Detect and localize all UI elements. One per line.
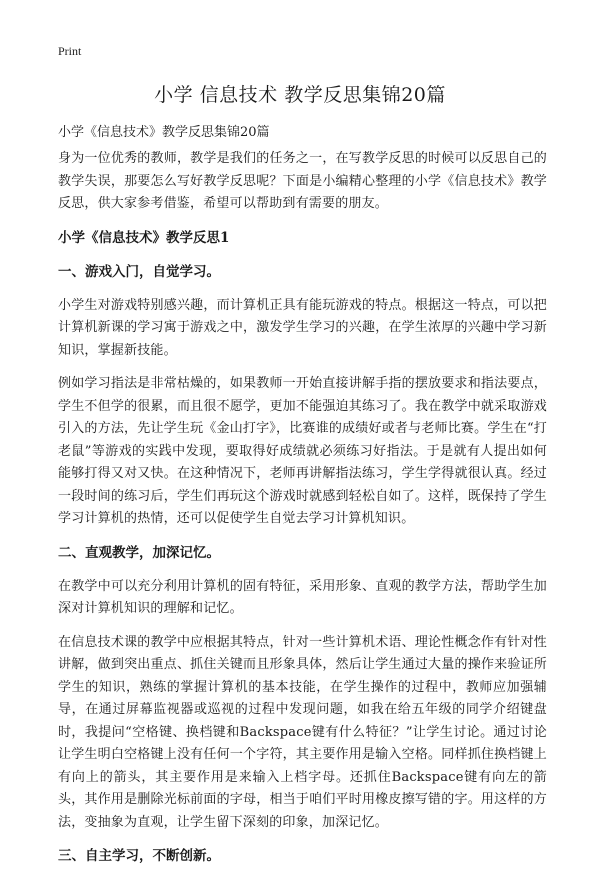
article-heading: 小学《信息技术》教学反思1: [58, 229, 230, 246]
intro-paragraph: 身为一位优秀的教师，教学是我们的任务之一，在写教学反思的时候可以反思自己的教学失误，那要怎么写好教学反思呢？下面是小编精心整理的小学《信息技术》教学反思，供大家参考借鉴，希望可以帮助到有需要的朋友。: [58, 151, 547, 211]
document-body: [58, 148, 547, 879]
section-heading-2: 二、直观教学，加深记忆。: [58, 544, 220, 561]
section-1-paragraph-2: 例如学习指法是非常枯燥的，如果教师一开始直接讲解手指的摆放要求和指法要点，学生不但学的很累，而且很不愿学，更加不能强迫其练习了。我在教学中就采取游戏引入的方法，先让学生玩《金山打字》，比赛谁的成绩好或者与老师比赛。学生在“打老鼠”等游戏的实践中发现，要取得好成绩就必须练习好指法。于是就有人提出如何能够打得又对又快。在这种情况下，老师再讲解指法练习，学生学得就很认真。经过一段时间的练习后，学生们再玩这个游戏时就感到轻松自如了。这样，既保持了学生学习计算机的热情，还可以促使学生自觉去学习计算机知识。: [58, 376, 547, 526]
section-2-paragraph-2: 在信息技术课的教学中应根据其特点，针对一些计算机术语、理论性概念作有针对性讲解，做到突出重点、抓住关键而且形象具体，然后让学生通过大量的操作来验证所学生的知识，熟练的掌握计算机的基本技能，在学生操作的过程中，教师应加强辅导，在通过屏幕监视器或巡视的过程中发现问题，如我在给五年级的同学介绍键盘时，我提问“空格键、换档键和Backspace键有什么特征？”让学生讨论。通过讨论让学生明白空格键上没有任何一个字符，其主要作用是输入空格。同样抓住换档键上有向上的箭头，其主要作用是来输入上档字母。还抓住Backspace键有向左的箭头，其作用是删除光标前面的字母，相当于咱们平时用橡皮擦写错的字。用这样的方法，变抽象为直观，让学生留下深刻的印象，加深记忆。: [58, 634, 547, 830]
page-title: 小学 信息技术 教学反思集锦20篇: [154, 84, 446, 106]
section-heading-1: 一、游戏入门，自觉学习。: [58, 263, 220, 280]
section-1-paragraph-1: 小学生对游戏特别感兴趣，而计算机正具有能玩游戏的特点。根据这一特点，可以把计算机新课的学习寓于游戏之中，激发学生学习的兴趣，在学生浓厚的兴趣中学习新知识，掌握新技能。: [58, 297, 547, 358]
section-heading-3: 三、自主学习，不断创新。: [58, 848, 220, 864]
print-link[interactable]: Print: [58, 44, 82, 58]
document-subtitle: 小学《信息技术》教学反思集锦20篇: [58, 125, 270, 140]
section-2-paragraph-1: 在教学中可以充分利用计算机的固有特征，采用形象、直观的教学方法，帮助学生加深对计算机知识的理解和记忆。: [58, 578, 547, 616]
